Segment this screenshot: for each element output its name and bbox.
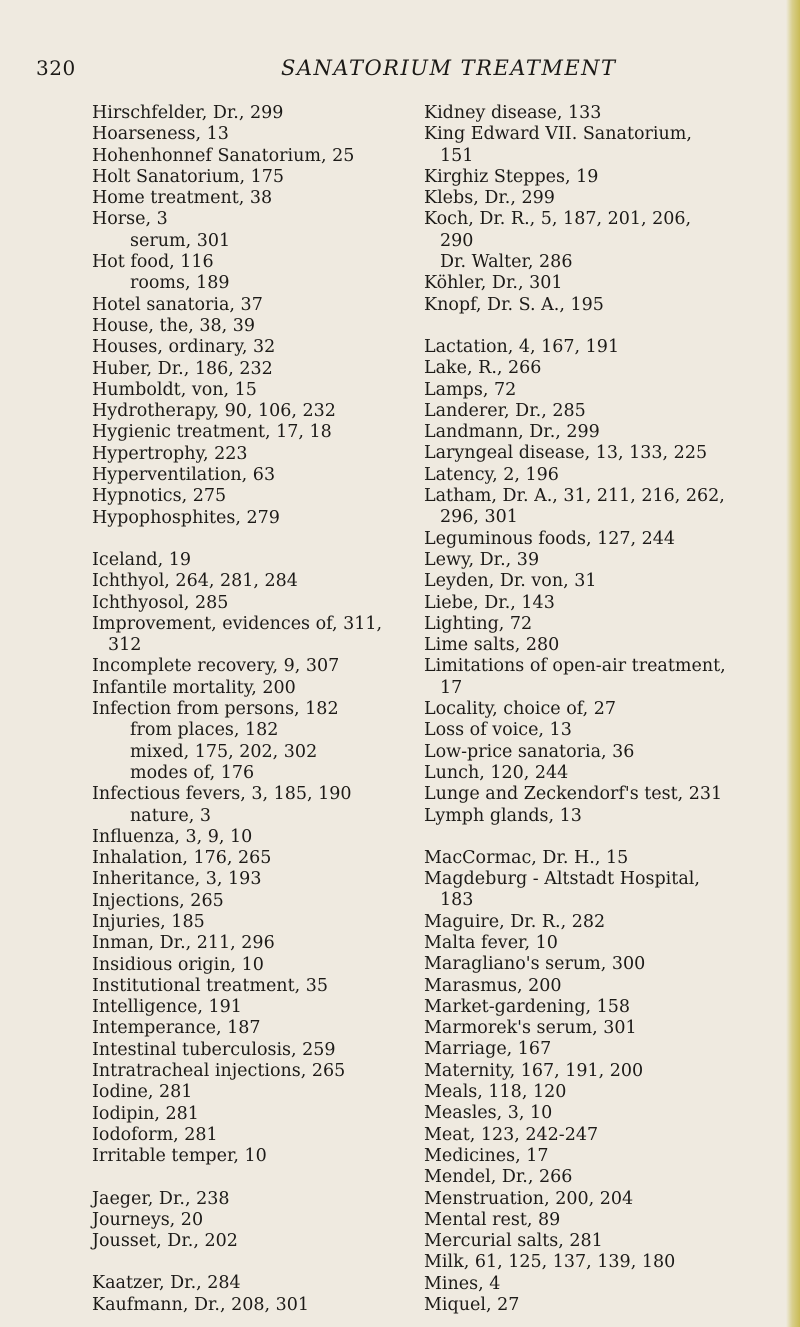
section-gap xyxy=(424,316,794,337)
index-entry: Laryngeal disease, 13, 133, 225 xyxy=(424,443,708,464)
index-entry: Intratracheal injections, 265 xyxy=(92,1061,346,1082)
index-entry: Maragliano's serum, 300 xyxy=(424,954,646,975)
index-entry: Houses, ordinary, 32 xyxy=(92,337,276,358)
index-entry: Ichthyol, 264, 281, 284 xyxy=(92,571,298,592)
index-entry: Lunge and Zeckendorf's test, 231 xyxy=(424,784,723,805)
index-entry: Horse, 3 xyxy=(92,209,168,230)
index-entry: Landmann, Dr., 299 xyxy=(424,422,600,443)
index-entry: Leguminous foods, 127, 244 xyxy=(424,528,676,549)
page-number: 320 xyxy=(36,56,76,80)
index-entry: Hygienic treatment, 17, 18 xyxy=(92,422,332,443)
index-entry: Infectious fevers, 3, 185, 190 xyxy=(92,784,352,805)
index-entry: Marriage, 167 xyxy=(424,1039,552,1060)
index-entry: Lake, R., 266 xyxy=(424,358,542,379)
index-entry: Mercurial salts, 281 xyxy=(424,1231,603,1252)
running-title: SANATORIUM TREATMENT xyxy=(281,56,617,80)
index-continuation: 312 xyxy=(108,635,142,656)
index-entry: Hot food, 116 xyxy=(92,252,214,273)
index-entry: Inheritance, 3, 193 xyxy=(92,869,262,890)
index-entry: Market-gardening, 158 xyxy=(424,996,631,1017)
index-column-left xyxy=(92,103,422,1316)
index-entry: Mental rest, 89 xyxy=(424,1209,561,1230)
index-entry: Intemperance, 187 xyxy=(92,1018,261,1039)
index-entry: Injuries, 185 xyxy=(92,911,205,932)
section-gap xyxy=(92,1252,422,1273)
index-continuation: Dr. Walter, 286 xyxy=(440,252,573,273)
index-entry: Meals, 118, 120 xyxy=(424,1082,567,1103)
index-subentry: rooms, 189 xyxy=(130,273,230,294)
index-entry: Mendel, Dr., 266 xyxy=(424,1167,573,1188)
index-entry: Köhler, Dr., 301 xyxy=(424,273,563,294)
index-entry: Hydrotherapy, 90, 106, 232 xyxy=(92,401,336,422)
index-entry: King Edward VII. Sanatorium, xyxy=(424,124,692,145)
index-subentry: mixed, 175, 202, 302 xyxy=(130,741,318,762)
index-entry: Improvement, evidences of, 311, xyxy=(92,613,383,634)
index-entry: Kidney disease, 133 xyxy=(424,103,602,123)
index-entry: Mines, 4 xyxy=(424,1273,501,1294)
index-entry: Lunch, 120, 244 xyxy=(424,762,569,783)
index-entry: Latham, Dr. A., 31, 211, 216, 262, xyxy=(424,486,725,507)
section-gap xyxy=(424,827,794,848)
index-entry: Loss of voice, 13 xyxy=(424,720,572,741)
index-entry: Incomplete recovery, 9, 307 xyxy=(92,656,340,677)
index-subentry: serum, 301 xyxy=(130,230,231,251)
index-entry: Lime salts, 280 xyxy=(424,635,560,656)
index-entry: Irritable temper, 10 xyxy=(92,1146,267,1167)
index-entry: Huber, Dr., 186, 232 xyxy=(92,358,273,379)
index-entry: Hirschfelder, Dr., 299 xyxy=(92,103,284,123)
index-entry: Home treatment, 38 xyxy=(92,188,273,209)
index-entry: Miquel, 27 xyxy=(424,1295,520,1316)
index-entry: Institutional treatment, 35 xyxy=(92,975,328,996)
index-entry: Medicines, 17 xyxy=(424,1145,549,1166)
index-entry: Injections, 265 xyxy=(92,890,224,911)
index-entry: Milk, 61, 125, 137, 139, 180 xyxy=(424,1252,676,1273)
index-entry: Iodipin, 281 xyxy=(92,1103,199,1124)
index-continuation: 17 xyxy=(440,677,463,698)
index-entry: Humboldt, von, 15 xyxy=(92,379,257,400)
index-entry: Jaeger, Dr., 238 xyxy=(92,1188,230,1209)
index-entry: Marmorek's serum, 301 xyxy=(424,1018,637,1039)
index-entry: House, the, 38, 39 xyxy=(92,315,255,336)
index-entry: Malta fever, 10 xyxy=(424,932,558,953)
index-entry: Klebs, Dr., 299 xyxy=(424,188,555,209)
index-entry: Landerer, Dr., 285 xyxy=(424,400,586,421)
index-entry: Hotel sanatoria, 37 xyxy=(92,294,263,315)
index-entry: Latency, 2, 196 xyxy=(424,464,559,485)
index-entry: Kaufmann, Dr., 208, 301 xyxy=(92,1294,310,1315)
index-entry: MacCormac, Dr. H., 15 xyxy=(424,847,629,868)
index-entry: Knopf, Dr. S. A., 195 xyxy=(424,294,604,315)
index-entry: Lactation, 4, 167, 191 xyxy=(424,336,620,357)
index-entry: Lamps, 72 xyxy=(424,379,517,400)
index-entry: Hypophosphites, 279 xyxy=(92,507,280,528)
index-entry: Hypertrophy, 223 xyxy=(92,443,248,464)
index-continuation: 290 xyxy=(440,230,474,251)
index-entry: Hoarseness, 13 xyxy=(92,124,229,145)
index-entry: Measles, 3, 10 xyxy=(424,1103,553,1124)
index-entry: Maguire, Dr. R., 282 xyxy=(424,911,606,932)
index-entry: Lewy, Dr., 39 xyxy=(424,549,540,570)
index-entry: Hypnotics, 275 xyxy=(92,486,227,507)
index-entry: Limitations of open-air treatment, xyxy=(424,656,726,677)
index-entry: Ichthyosol, 285 xyxy=(92,592,229,613)
section-gap xyxy=(92,529,422,550)
index-subentry: from places, 182 xyxy=(130,720,279,741)
index-column-right xyxy=(424,103,794,1316)
index-continuation: 151 xyxy=(440,145,474,166)
index-entry: Insidious origin, 10 xyxy=(92,954,264,975)
index-entry: Kaatzer, Dr., 284 xyxy=(92,1273,241,1294)
index-entry: Iodoform, 281 xyxy=(92,1124,218,1145)
index-entry: Infantile mortality, 200 xyxy=(92,677,296,698)
page-header xyxy=(36,56,696,86)
index-entry: Meat, 123, 242-247 xyxy=(424,1124,599,1145)
index-entry: Hohenhonnef Sanatorium, 25 xyxy=(92,145,355,166)
index-entry: Iceland, 19 xyxy=(92,549,191,570)
index-entry: Magdeburg - Altstadt Hospital, xyxy=(424,869,700,890)
index-entry: Iodine, 281 xyxy=(92,1082,193,1103)
index-entry: Kirghiz Steppes, 19 xyxy=(424,166,599,187)
index-entry: Lighting, 72 xyxy=(424,613,533,634)
index-entry: Leyden, Dr. von, 31 xyxy=(424,571,597,592)
index-subentry: modes of, 176 xyxy=(130,762,255,783)
index-entry: Liebe, Dr., 143 xyxy=(424,592,555,613)
index-entry: Infection from persons, 182 xyxy=(92,699,339,720)
index-entry: Lymph glands, 13 xyxy=(424,805,582,826)
section-gap xyxy=(92,1168,422,1189)
index-entry: Inhalation, 176, 265 xyxy=(92,848,272,869)
index-entry: Intelligence, 191 xyxy=(92,997,242,1018)
index-entry: Jousset, Dr., 202 xyxy=(92,1231,238,1252)
index-continuation: 296, 301 xyxy=(440,507,518,528)
index-entry: Influenza, 3, 9, 10 xyxy=(92,826,253,847)
index-subentry: nature, 3 xyxy=(130,805,211,826)
index-entry: Hyperventilation, 63 xyxy=(92,465,276,486)
index-entry: Holt Sanatorium, 175 xyxy=(92,166,285,187)
index-entry: Low-price sanatoria, 36 xyxy=(424,741,635,762)
index-entry: Intestinal tuberculosis, 259 xyxy=(92,1039,336,1060)
index-entry: Journeys, 20 xyxy=(92,1209,204,1230)
index-entry: Marasmus, 200 xyxy=(424,975,562,996)
index-entry: Maternity, 167, 191, 200 xyxy=(424,1060,644,1081)
index-continuation: 183 xyxy=(440,890,474,911)
index-entry: Koch, Dr. R., 5, 187, 201, 206, xyxy=(424,209,692,230)
index-entry: Locality, choice of, 27 xyxy=(424,699,617,720)
page-edge xyxy=(786,0,800,1327)
index-entry: Inman, Dr., 211, 296 xyxy=(92,933,275,954)
index-entry: Menstruation, 200, 204 xyxy=(424,1188,634,1209)
